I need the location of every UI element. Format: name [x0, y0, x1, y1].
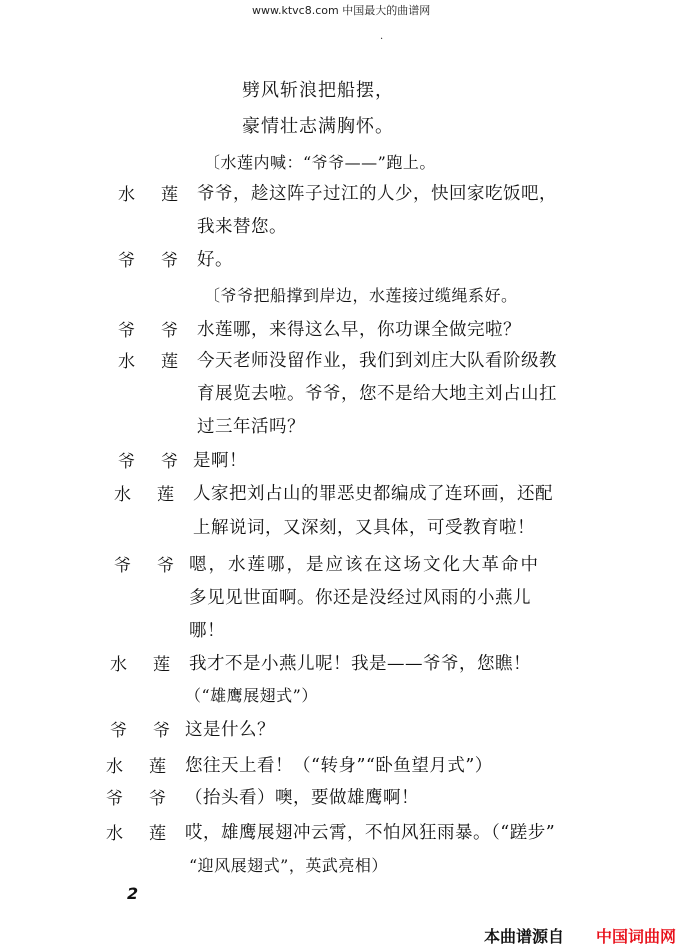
dialogue-line: 爷爷，趁这阵子过江的人少，快回家吃饭吧， [197, 184, 557, 204]
dialogue-line: 我来替您。 [197, 217, 287, 237]
verse-line-1: 劈风斩浪把船摆， [242, 80, 394, 101]
watermark: www.ktvc8.com 中国最大的曲谱网 [252, 4, 431, 17]
footer-site-link[interactable]: 中国词曲网 [596, 927, 677, 946]
speaker-shuilian: 水莲 [110, 655, 196, 675]
speaker-shuilian: 水莲 [114, 485, 200, 505]
dialogue-line: 上解说词，又深刻，又具体，可受教育啦！ [193, 518, 535, 538]
dialogue-line: 今天老师没留作业，我们到刘庄大队看阶级教 [197, 351, 557, 371]
dialogue-line: 哪！ [189, 621, 225, 641]
dialogue-line: 好。 [197, 250, 233, 270]
dialogue-line: 过三年活吗？ [197, 417, 305, 437]
dialogue-line: 哎，雄鹰展翅冲云霄，不怕风狂雨暴。（“蹉步” [185, 823, 556, 843]
speaker-shuilian: 水莲 [106, 757, 192, 777]
dialogue-line: 我才不是小燕儿呢！我是——爷爷，您瞧！ [189, 654, 531, 674]
dialogue-line: 您往天上看！（“转身”“卧鱼望月式”） [185, 756, 493, 776]
dialogue-line: 这是什么？ [185, 720, 275, 740]
dialogue-line: 育展览去啦。爷爷，您不是给大地主刘占山扛 [197, 384, 557, 404]
stage-direction-1: 〔水莲内喊：“爷爷——”跑上。 [204, 153, 436, 172]
speaker-yeye: 爷爷 [114, 556, 200, 576]
dialogue-line: 是啊！ [193, 451, 247, 471]
speaker-yeye: 爷爷 [118, 452, 204, 472]
speaker-shuilian: 水莲 [118, 185, 204, 205]
scan-speck: · [380, 34, 384, 45]
speaker-shuilian: 水莲 [106, 824, 192, 844]
speaker-yeye: 爷爷 [110, 721, 196, 741]
speaker-yeye: 爷爷 [106, 789, 192, 809]
page-number: 2 [127, 884, 139, 903]
dialogue-line: （“雄鹰展翅式”） [185, 686, 318, 705]
dialogue-line: 水莲哪，来得这么早，你功课全做完啦？ [197, 320, 521, 340]
speaker-yeye: 爷爷 [118, 321, 204, 341]
dialogue-line: 多见见世面啊。你还是没经过风雨的小燕儿 [189, 588, 531, 608]
stage-direction-2: 〔爷爷把船撑到岸边，水莲接过缆绳系好。 [204, 286, 518, 305]
footer-credit: 本曲谱源自 [484, 927, 565, 946]
speaker-shuilian: 水莲 [118, 352, 204, 372]
dialogue-line: “迎风展翅式”，英武亮相） [189, 856, 388, 875]
dialogue-line: （抬头看）噢，要做雄鹰啊！ [185, 788, 419, 808]
dialogue-line: 嗯，水莲哪，是应该在这场文化大革命中 [189, 555, 540, 575]
verse-line-2: 豪情壮志满胸怀。 [242, 116, 394, 137]
speaker-yeye: 爷爷 [118, 251, 204, 271]
dialogue-line: 人家把刘占山的罪恶史都编成了连环画，还配 [193, 484, 553, 504]
